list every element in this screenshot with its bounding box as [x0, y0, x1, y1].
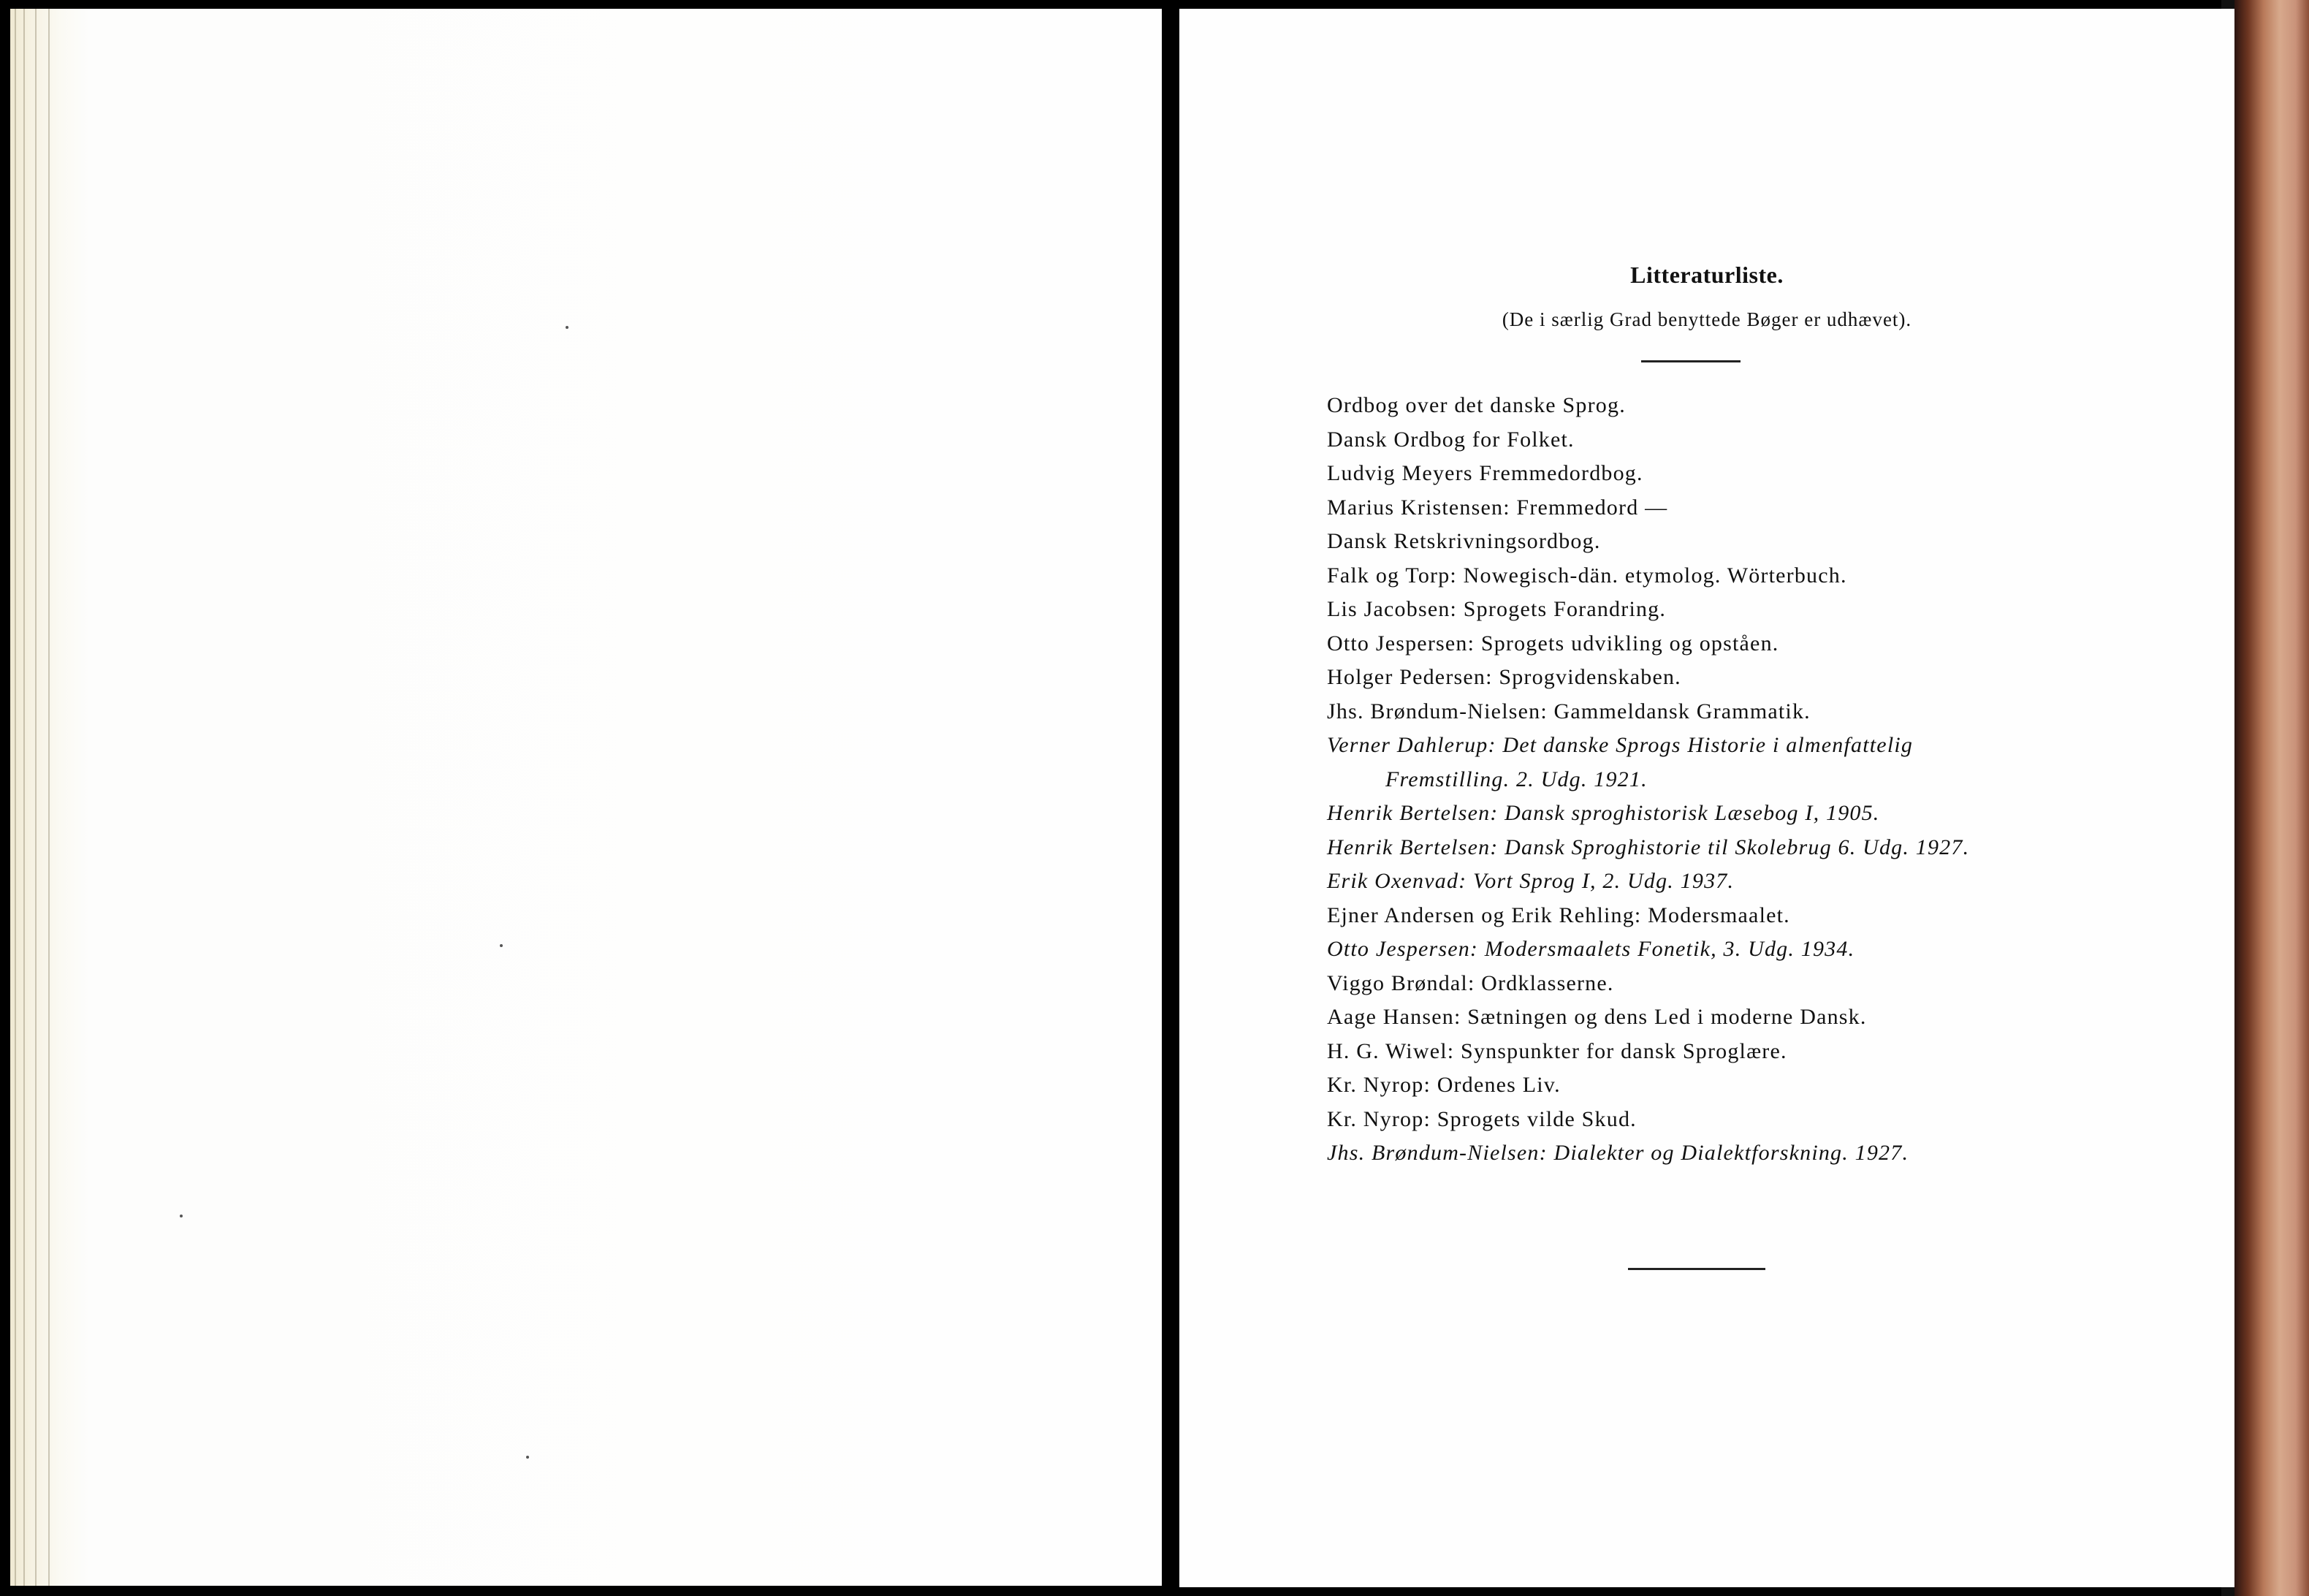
- reference-item: Jhs. Brøndum-Nielsen: Gammeldansk Grammatik.: [1327, 699, 1811, 723]
- page-edge-streak: [15, 9, 16, 1586]
- right-page: [1179, 9, 2234, 1587]
- page-edge-streak: [48, 9, 50, 1586]
- reference-item-emphasized: Erik Oxenvad: Vort Sprog I, 2. Udg. 1937.: [1327, 869, 1735, 893]
- reference-item: Dansk Retskrivningsordbog.: [1327, 529, 1601, 553]
- reference-item: Lis Jacobsen: Sprogets Forandring.: [1327, 597, 1667, 621]
- paper-speck: [526, 1456, 529, 1459]
- reference-continuation: Fremstilling. 2. Udg. 1921.: [1385, 767, 1648, 791]
- page-edge-streak: [35, 9, 37, 1586]
- page-subtitle: (De i særlig Grad benyttede Bøger er udhævet).: [1502, 308, 1912, 330]
- paper-speck: [566, 326, 568, 329]
- end-divider: [1628, 1268, 1765, 1270]
- reference-item: Viggo Brøndal: Ordklasserne.: [1327, 970, 1614, 995]
- page-edge-streak: [23, 9, 25, 1586]
- reference-item: H. G. Wiwel: Synspunkter for dansk Sproglære.: [1327, 1038, 1787, 1063]
- reference-item: Aage Hansen: Sætningen og dens Led i moderne Dansk.: [1327, 1005, 1867, 1029]
- reference-item: Ejner Andersen og Erik Rehling: Modersmaalet.: [1327, 902, 1790, 927]
- reference-item: Holger Pedersen: Sprogvidenskaben.: [1327, 665, 1681, 689]
- reference-item: Kr. Nyrop: Ordenes Liv.: [1327, 1073, 1561, 1097]
- reference-item: Dansk Ordbog for Folket.: [1327, 427, 1575, 452]
- paper-speck: [500, 944, 503, 947]
- reference-item: Ludvig Meyers Fremmedordbog.: [1327, 461, 1643, 485]
- bibliography-section: [1179, 9, 2234, 1587]
- reference-list: [1327, 389, 2189, 1171]
- reference-item-emphasized: Henrik Bertelsen: Dansk sproghistorisk Læsebog I, 1905.: [1327, 801, 1880, 825]
- reference-item-emphasized: Otto Jespersen: Modersmaalets Fonetik, 3. Udg. 1934.: [1327, 937, 1855, 961]
- reference-text: Verner Dahlerup: Det danske Sprogs Historie i almenfattelig: [1327, 733, 1914, 757]
- reference-item-emphasized: Jhs. Brøndum-Nielsen: Dialekter og Dialektforskning. 1927.: [1327, 1141, 1909, 1165]
- reference-item: Kr. Nyrop: Sprogets vilde Skud.: [1327, 1106, 1637, 1131]
- reference-item: Otto Jespersen: Sprogets udvikling og opståen.: [1327, 631, 1779, 656]
- reference-item-emphasized: [1327, 729, 2189, 797]
- reference-item-emphasized: Henrik Bertelsen: Dansk Sproghistorie til Skolebrug 6. Udg. 1927.: [1327, 835, 1970, 859]
- page-title: Litteraturliste.: [1630, 262, 1784, 288]
- paper-speck: [180, 1215, 183, 1217]
- title-divider: [1641, 360, 1741, 362]
- left-page-blank: [10, 9, 1162, 1586]
- book-page-edges: [2234, 0, 2309, 1596]
- reference-item: Ordbog over det danske Sprog.: [1327, 393, 1626, 417]
- reference-item: Falk og Torp: Nowegisch-dän. etymolog. Wörterbuch.: [1327, 563, 1847, 588]
- reference-item: Marius Kristensen: Fremmedord —: [1327, 495, 1668, 520]
